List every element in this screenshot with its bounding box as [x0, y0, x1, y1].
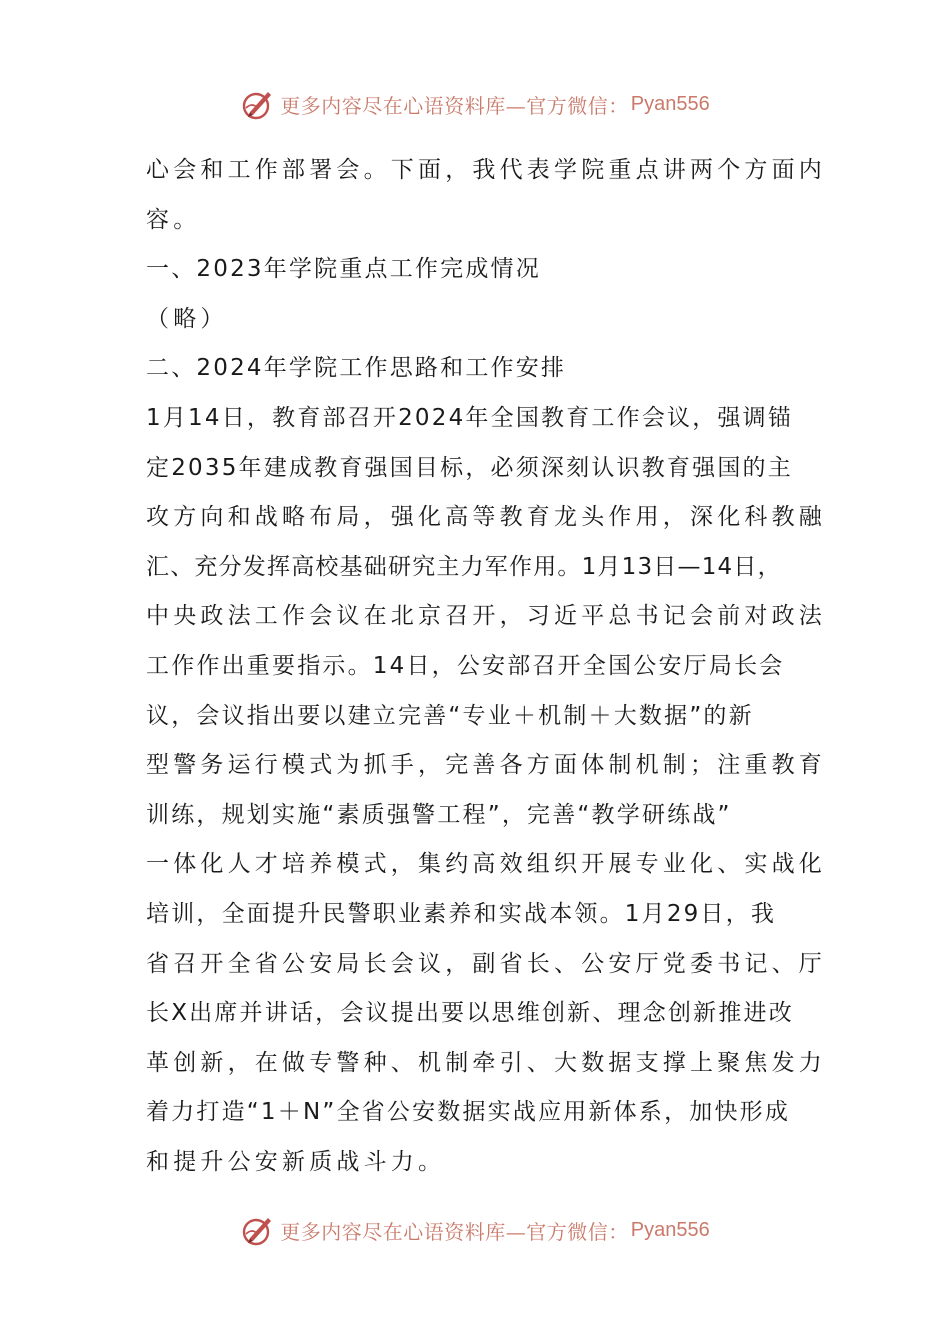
body-line: （略） [146, 305, 228, 332]
section-heading-2: 二、2024年学院工作思路和工作安排 [146, 355, 567, 382]
pen-logo-icon [240, 1212, 276, 1248]
header-watermark [0, 84, 950, 124]
watermark-text: 更多内容尽在心语资料库—官方微信： [280, 93, 629, 118]
body-line: 议，会议指出要以建立完善“专业＋机制＋大数据”的新 [146, 702, 754, 729]
body-line: 心会和工作部署会。下面，我代表学院重点讲两个方面内 [146, 157, 826, 183]
body-line: 定2035年建成教育强国目标，必须深刻认识教育强国的主 [146, 454, 793, 481]
body-line: 长X出席并讲话，会议提出要以思维创新、理念创新推进改 [146, 1000, 794, 1027]
body-line: 训练，规划实施“素质强警工程”，完善“教学研练战” [146, 801, 732, 828]
document-body [146, 146, 826, 1187]
body-line: 省召开全省公安局长会议，副省长、公安厅党委书记、厅 [146, 950, 826, 977]
body-line: 工作作出重要指示。14日，公安部召开全国公安厅局长会 [146, 652, 785, 679]
body-line: 攻方向和战略布局，强化高等教育龙头作用，深化科教融 [146, 504, 826, 531]
watermark-wechat-id: Pyan556 [630, 1218, 710, 1241]
body-line: 着力打造“1＋N”全省公安数据实战应用新体系，加快形成 [146, 1099, 791, 1126]
body-line: 型警务运行模式为抓手，完善各方面体制机制；注重教育 [146, 752, 826, 779]
body-line: 和提升公安新质战斗力。 [146, 1148, 446, 1175]
body-line: 革创新，在做专警种、机制牵引、大数据支撑上聚焦发力 [146, 1049, 826, 1076]
section-heading-1: 一、2023年学院重点工作完成情况 [146, 256, 541, 283]
footer-watermark [0, 1210, 950, 1250]
watermark-wechat-id: Pyan556 [630, 92, 710, 115]
body-line: 中央政法工作会议在北京召开，习近平总书记会前对政法 [146, 603, 826, 630]
pen-logo-icon [240, 86, 276, 122]
body-line: 培训，全面提升民警职业素养和实战本领。1月29日，我 [146, 900, 777, 927]
body-line: 汇、充分发挥高校基础研究主力军作用。1月13日—14日， [146, 553, 782, 580]
body-line: 1月14日，教育部召开2024年全国教育工作会议，强调锚 [146, 404, 794, 431]
body-line: 容。 [146, 206, 201, 233]
body-line: 一体化人才培养模式，集约高效组织开展专业化、实战化 [146, 851, 826, 878]
watermark-text: 更多内容尽在心语资料库—官方微信： [280, 1219, 629, 1244]
